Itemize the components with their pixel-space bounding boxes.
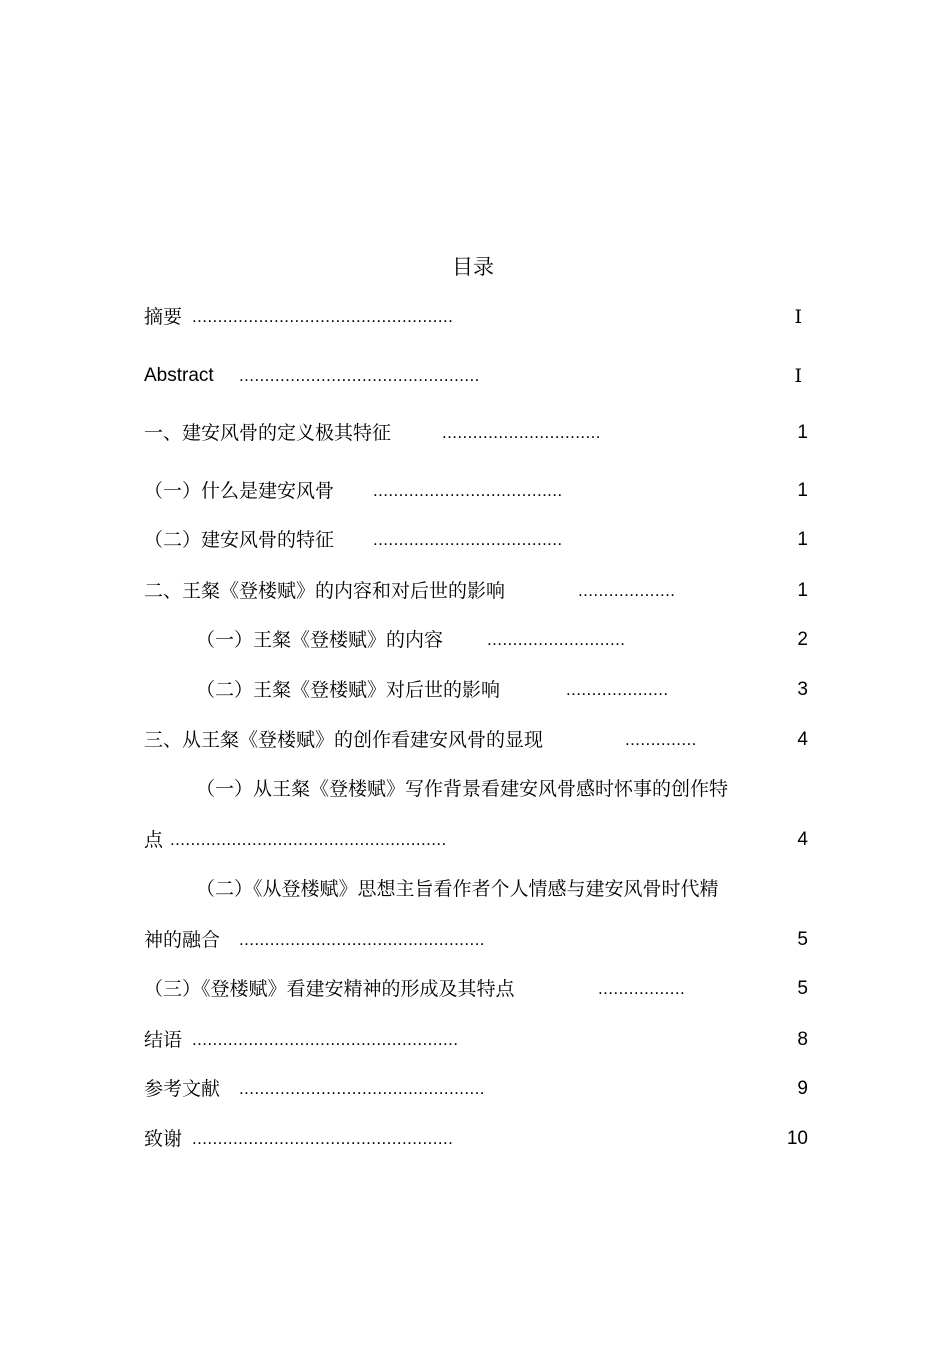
toc-page-number: 5: [797, 978, 808, 999]
toc-leader-dots: .....................................: [373, 530, 563, 549]
toc-leader-dots: ...................: [578, 581, 676, 600]
toc-entry-label: （一）什么是建安风骨: [144, 480, 335, 502]
toc-leader-dots: ..............: [625, 730, 697, 749]
toc-entry-label: 点: [144, 829, 164, 851]
toc-entry-section-1-1[interactable]: [144, 476, 808, 506]
toc-entry-label: （一）从王粲《登楼赋》写作背景看建安风骨感时怀事的创作特: [196, 778, 729, 800]
toc-page-number: 4: [797, 829, 808, 850]
toc-entry-chapter-1[interactable]: [144, 418, 808, 448]
toc-leader-dots: ...................................................: [192, 307, 454, 326]
toc-page-number: 3: [797, 679, 808, 700]
toc-leader-dots: ...............................: [442, 423, 601, 442]
toc-title: 目录: [452, 255, 494, 279]
toc-leader-dots: ...................................................: [192, 1129, 454, 1148]
toc-leader-dots: ...............................................: [239, 366, 480, 385]
toc-entry-section-2-2[interactable]: [196, 675, 808, 705]
toc-entry-section-2-1[interactable]: [196, 625, 808, 655]
toc-page-number: 8: [797, 1029, 808, 1050]
toc-leader-dots: .................: [598, 979, 686, 998]
toc-page-number: 2: [797, 629, 808, 650]
toc-entry-label: 摘要: [144, 306, 183, 328]
toc-leader-dots: .....................................: [373, 481, 563, 500]
toc-page-number: I: [794, 365, 802, 387]
toc-entry-label: （一）王粲《登楼赋》的内容: [196, 629, 444, 651]
toc-page-number: 4: [797, 729, 808, 750]
toc-leader-dots: ...........................: [487, 630, 626, 649]
toc-entry-chapter-3[interactable]: [144, 725, 808, 755]
toc-page-number: 5: [797, 929, 808, 950]
toc-entry-conclusion[interactable]: [144, 1025, 808, 1055]
toc-entry-section-3-1-line1[interactable]: [196, 774, 808, 804]
toc-entry-label: 致谢: [144, 1128, 183, 1150]
toc-entry-section-3-3[interactable]: [144, 974, 808, 1004]
toc-page-number: 1: [797, 422, 808, 443]
toc-page-number: 1: [797, 480, 808, 501]
toc-entry-section-3-2-line2[interactable]: [144, 925, 808, 955]
toc-page-number: 10: [786, 1128, 808, 1149]
toc-entry-label: 一、建安风骨的定义极其特征: [144, 422, 392, 444]
toc-entry-abstract-cn[interactable]: [144, 302, 808, 332]
toc-entry-label: 参考文献: [144, 1078, 221, 1100]
toc-entry-chapter-2[interactable]: [144, 576, 808, 606]
toc-leader-dots: ................................................: [239, 930, 485, 949]
toc-entry-label: Abstract: [144, 365, 214, 386]
toc-leader-dots: ....................................................: [192, 1030, 459, 1049]
toc-entry-label: 神的融合: [144, 929, 221, 951]
toc-entry-label: （二）《从登楼赋》思想主旨看作者个人情感与建安风骨时代精: [196, 878, 719, 900]
toc-entry-label: （二）建安风骨的特征: [144, 529, 335, 551]
toc-page-number: 9: [797, 1078, 808, 1099]
toc-page-number: I: [794, 306, 802, 328]
toc-entry-label: 结语: [144, 1029, 183, 1051]
toc-entry-label: 二、王粲《登楼赋》的内容和对后世的影响: [144, 580, 506, 602]
toc-entry-acknowledgements[interactable]: [144, 1124, 808, 1154]
toc-entry-label: （三）《登楼赋》看建安精神的形成及其特点: [144, 978, 515, 1000]
toc-entry-label: （二）王粲《登楼赋》对后世的影响: [196, 679, 501, 701]
toc-entry-references[interactable]: [144, 1074, 808, 1104]
toc-entry-section-1-2[interactable]: [144, 525, 808, 555]
toc-leader-dots: ................................................: [239, 1079, 485, 1098]
toc-entry-label: 三、从王粲《登楼赋》的创作看建安风骨的显现: [144, 729, 544, 751]
toc-entry-abstract-en[interactable]: [144, 361, 808, 391]
toc-page-number: 1: [797, 529, 808, 550]
toc-leader-dots: ....................: [566, 680, 669, 699]
toc-page-number: 1: [797, 580, 808, 601]
toc-leader-dots: ......................................................: [170, 830, 447, 849]
toc-entry-section-3-1-line2[interactable]: [144, 825, 808, 855]
toc-entry-section-3-2-line1[interactable]: [196, 874, 808, 904]
